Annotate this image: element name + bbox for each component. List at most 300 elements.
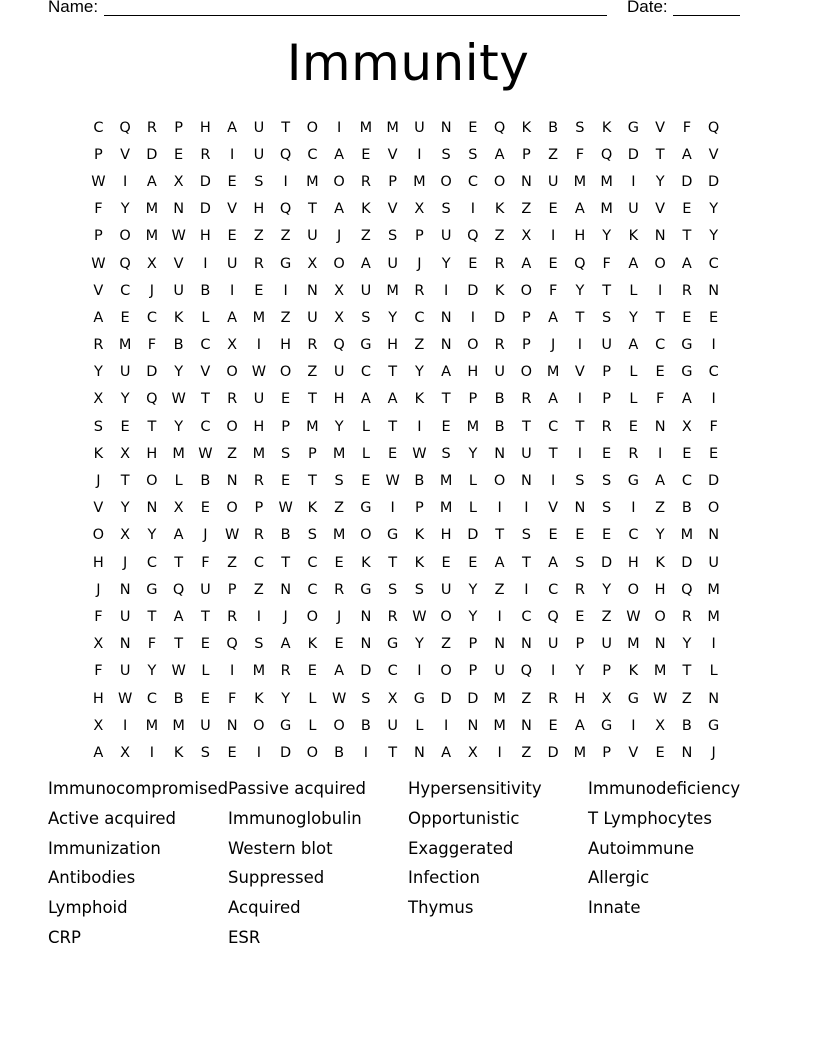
- grid-letter: R: [574, 581, 585, 598]
- grid-letter: U: [200, 581, 211, 598]
- grid-row: [85, 332, 727, 359]
- grid-letter: F: [94, 201, 103, 218]
- grid-letter: M: [627, 636, 640, 653]
- grid-letter: I: [550, 473, 556, 490]
- grid-letter: W: [331, 690, 347, 707]
- grid-letter: U: [119, 364, 131, 381]
- grid-row: [85, 141, 727, 168]
- grid-letter: X: [601, 690, 612, 707]
- grid-letter: R: [360, 173, 371, 190]
- word-bank-item: Immunodeficiency: [588, 779, 741, 798]
- grid-letter: U: [253, 391, 265, 408]
- grid-letter: A: [655, 473, 666, 490]
- grid-letter: I: [657, 282, 663, 299]
- grid-letter: T: [521, 554, 531, 571]
- grid-letter: A: [173, 608, 184, 625]
- grid-letter: Z: [334, 500, 345, 517]
- grid-letter: Z: [494, 228, 505, 245]
- grid-letter: P: [415, 228, 424, 245]
- grid-letter: D: [708, 473, 720, 490]
- grid-letter: E: [281, 473, 291, 490]
- grid-letter: A: [548, 554, 559, 571]
- grid-letter: I: [417, 663, 422, 680]
- grid-letter: U: [307, 309, 318, 326]
- grid-letter: V: [387, 146, 398, 163]
- grid-letter: U: [253, 119, 265, 136]
- grid-letter: P: [602, 744, 611, 761]
- grid-letter: M: [493, 717, 506, 734]
- grid-letter: U: [253, 146, 265, 163]
- grid-letter: S: [602, 473, 612, 490]
- grid-letter: S: [200, 744, 210, 761]
- grid-letter: C: [360, 364, 371, 381]
- grid-letter: K: [361, 554, 371, 571]
- grid-letter: K: [307, 636, 318, 653]
- grid-letter: Z: [360, 228, 371, 245]
- grid-letter: Y: [468, 445, 478, 462]
- grid-letter: K: [173, 744, 184, 761]
- grid-letter: E: [361, 146, 371, 163]
- grid-letter: U: [601, 337, 612, 354]
- grid-letter: X: [173, 500, 184, 517]
- grid-letter: I: [256, 337, 262, 354]
- grid-letter: F: [682, 119, 692, 136]
- grid-row: [85, 359, 727, 386]
- grid-letter: K: [361, 201, 371, 218]
- grid-letter: H: [467, 364, 479, 381]
- grid-letter: C: [307, 146, 318, 163]
- grid-letter: S: [441, 201, 451, 218]
- grid-letter: I: [229, 663, 235, 680]
- grid-letter: W: [91, 255, 106, 272]
- grid-letter: Y: [441, 255, 451, 272]
- grid-letter: M: [332, 527, 346, 544]
- word-bank-item: Thymus: [408, 898, 474, 918]
- grid-letter: U: [414, 119, 425, 136]
- grid-letter: R: [280, 663, 291, 680]
- grid-letter: F: [548, 282, 558, 299]
- grid-letter: L: [629, 391, 638, 408]
- grid-letter: D: [467, 282, 479, 299]
- grid-letter: P: [94, 146, 103, 163]
- grid-letter: N: [654, 228, 666, 245]
- grid-letter: T: [602, 282, 612, 299]
- grid-letter: S: [361, 690, 371, 707]
- grid-letter: I: [657, 445, 663, 462]
- grid-letter: Y: [120, 391, 130, 408]
- grid-letter: E: [548, 201, 558, 218]
- grid-row: [85, 467, 727, 494]
- grid-letter: A: [227, 119, 238, 136]
- grid-letter: C: [628, 527, 639, 544]
- grid-letter: H: [92, 554, 104, 571]
- grid-letter: P: [575, 636, 585, 653]
- grid-letter: G: [280, 717, 292, 734]
- grid-letter: K: [494, 201, 505, 218]
- grid-letter: I: [443, 717, 449, 734]
- grid-letter: O: [146, 473, 158, 490]
- grid-letter: C: [708, 364, 719, 381]
- grid-letter: F: [201, 554, 210, 571]
- grid-letter: E: [682, 445, 692, 462]
- grid-letter: I: [417, 418, 422, 435]
- grid-letter: J: [149, 282, 155, 299]
- grid-letter: K: [307, 500, 318, 517]
- grid-letter: I: [336, 119, 342, 136]
- grid-letter: W: [412, 608, 427, 625]
- grid-letter: C: [307, 554, 318, 571]
- grid-letter: O: [493, 473, 506, 490]
- grid-letter: R: [414, 282, 425, 299]
- grid-letter: J: [417, 255, 422, 272]
- grid-letter: R: [387, 608, 398, 625]
- grid-letter: I: [122, 717, 128, 734]
- grid-letter: M: [439, 473, 453, 490]
- grid-letter: I: [283, 173, 288, 190]
- grid-letter: U: [387, 255, 398, 272]
- grid-letter: B: [334, 744, 345, 761]
- grid-letter: U: [387, 717, 398, 734]
- grid-letter: D: [467, 527, 479, 544]
- grid-letter: U: [440, 581, 452, 598]
- grid-letter: C: [120, 282, 131, 299]
- grid-letter: M: [306, 418, 319, 435]
- grid-letter: L: [415, 717, 424, 734]
- grid-letter: M: [573, 173, 587, 190]
- grid-letter: O: [279, 364, 292, 381]
- grid-row: [85, 114, 727, 141]
- grid-letter: N: [280, 581, 292, 598]
- grid-letter: X: [227, 337, 238, 354]
- grid-letter: E: [602, 445, 612, 462]
- grid-letter: K: [414, 554, 425, 571]
- grid-letter: I: [550, 663, 556, 680]
- grid-letter: E: [361, 473, 371, 490]
- word-bank-item: Infection: [408, 868, 480, 888]
- grid-row: [85, 712, 727, 739]
- grid-row: [85, 413, 727, 440]
- grid-row: [85, 522, 727, 549]
- grid-letter: U: [173, 282, 184, 299]
- grid-letter: A: [173, 527, 184, 544]
- grid-letter: B: [200, 473, 211, 490]
- grid-letter: Z: [548, 146, 559, 163]
- grid-letter: T: [655, 309, 665, 326]
- grid-letter: I: [256, 744, 262, 761]
- word-bank-item: Allergic: [588, 868, 650, 888]
- grid-letter: A: [441, 744, 452, 761]
- grid-letter: A: [360, 391, 371, 408]
- grid-letter: U: [494, 364, 505, 381]
- grid-letter: X: [93, 636, 104, 653]
- grid-letter: I: [497, 608, 502, 625]
- grid-letter: V: [93, 282, 104, 299]
- grid-letter: A: [93, 309, 104, 326]
- grid-letter: V: [655, 201, 666, 218]
- grid-letter: O: [627, 581, 640, 598]
- grid-letter: V: [173, 255, 184, 272]
- grid-letter: S: [361, 309, 371, 326]
- grid-letter: N: [173, 201, 185, 218]
- grid-letter: L: [361, 445, 370, 462]
- grid-letter: I: [711, 391, 716, 408]
- grid-letter: L: [308, 717, 317, 734]
- grid-letter: H: [387, 337, 399, 354]
- word-bank-item: Western blot: [228, 838, 333, 858]
- grid-letter: N: [467, 717, 479, 734]
- grid-letter: I: [470, 201, 476, 218]
- grid-letter: M: [252, 663, 266, 680]
- word-bank-item: Passive acquired: [228, 779, 367, 798]
- grid-letter: Z: [280, 228, 291, 245]
- grid-letter: Q: [333, 337, 345, 354]
- grid-letter: A: [334, 201, 345, 218]
- grid-letter: Y: [468, 581, 478, 598]
- grid-letter: S: [521, 527, 531, 544]
- grid-letter: I: [524, 500, 529, 517]
- grid-letter: N: [494, 636, 506, 653]
- grid-letter: Z: [601, 608, 612, 625]
- grid-letter: E: [441, 418, 451, 435]
- grid-letter: Q: [119, 119, 131, 136]
- grid-letter: T: [388, 364, 398, 381]
- grid-letter: N: [360, 636, 372, 653]
- grid-letter: T: [174, 636, 184, 653]
- grid-letter: I: [417, 146, 422, 163]
- grid-letter: T: [307, 473, 317, 490]
- grid-letter: Y: [468, 608, 478, 625]
- grid-letter: H: [146, 445, 158, 462]
- grid-letter: Q: [600, 146, 613, 163]
- grid-letter: Z: [521, 201, 532, 218]
- word-bank-item: Innate: [588, 898, 641, 918]
- grid-letter: G: [601, 717, 613, 734]
- grid-letter: R: [628, 445, 639, 462]
- grid-row: [85, 576, 727, 603]
- grid-letter: R: [200, 146, 211, 163]
- grid-letter: R: [548, 690, 559, 707]
- grid-letter: Z: [521, 744, 532, 761]
- grid-letter: N: [440, 309, 452, 326]
- grid-letter: A: [146, 173, 157, 190]
- grid-letter: I: [256, 608, 262, 625]
- header: [48, 0, 748, 19]
- word-bank-item: Immunocompromised: [48, 779, 229, 798]
- grid-letter: J: [550, 337, 556, 354]
- grid-letter: I: [443, 282, 449, 299]
- grid-letter: Z: [280, 309, 291, 326]
- grid-letter: D: [467, 690, 479, 707]
- grid-letter: L: [308, 690, 317, 707]
- grid-letter: S: [602, 309, 612, 326]
- grid-letter: G: [627, 690, 639, 707]
- grid-letter: T: [575, 418, 585, 435]
- grid-letter: B: [494, 391, 505, 408]
- grid-letter: U: [440, 228, 452, 245]
- grid-letter: U: [226, 255, 238, 272]
- grid-letter: M: [145, 228, 159, 245]
- grid-letter: E: [120, 418, 130, 435]
- grid-letter: A: [360, 255, 371, 272]
- grid-letter: D: [627, 146, 639, 163]
- grid-letter: T: [120, 473, 130, 490]
- grid-letter: R: [494, 255, 505, 272]
- grid-letter: T: [388, 418, 398, 435]
- grid-letter: G: [627, 473, 639, 490]
- grid-letter: Y: [414, 636, 424, 653]
- grid-letter: Y: [414, 364, 424, 381]
- grid-letter: B: [681, 500, 692, 517]
- grid-letter: X: [93, 717, 104, 734]
- grid-letter: N: [440, 119, 452, 136]
- grid-letter: T: [147, 418, 157, 435]
- grid-letter: N: [708, 282, 720, 299]
- grid-letter: Q: [467, 228, 479, 245]
- grid-letter: C: [655, 337, 666, 354]
- grid-letter: Z: [227, 554, 238, 571]
- grid-letter: I: [524, 581, 529, 598]
- grid-letter: O: [333, 255, 345, 272]
- grid-letter: V: [93, 500, 104, 517]
- grid-letter: H: [253, 418, 265, 435]
- grid-letter: U: [708, 554, 719, 571]
- grid-letter: M: [573, 744, 587, 761]
- grid-letter: P: [468, 391, 478, 408]
- grid-letter: A: [93, 744, 104, 761]
- grid-letter: K: [628, 228, 639, 245]
- grid-row: [85, 631, 727, 658]
- grid-letter: N: [119, 581, 131, 598]
- grid-letter: W: [224, 527, 240, 544]
- grid-letter: M: [252, 445, 266, 462]
- grid-letter: U: [360, 282, 372, 299]
- grid-letter: A: [628, 337, 639, 354]
- grid-letter: Y: [334, 418, 344, 435]
- grid-letter: K: [414, 527, 425, 544]
- grid-letter: G: [681, 337, 693, 354]
- date-label: Date:: [627, 0, 668, 16]
- grid-letter: H: [280, 337, 292, 354]
- grid-letter: V: [227, 201, 238, 218]
- grid-letter: Q: [493, 119, 506, 136]
- grid-letter: Q: [574, 255, 586, 272]
- grid-letter: X: [307, 255, 318, 272]
- grid-letter: D: [601, 554, 613, 571]
- grid-letter: T: [174, 554, 184, 571]
- grid-row: [85, 168, 727, 195]
- grid-letter: G: [413, 690, 425, 707]
- grid-letter: E: [200, 636, 210, 653]
- grid-letter: A: [227, 309, 238, 326]
- word-bank-item: Immunization: [48, 838, 161, 858]
- name-line[interactable]: [104, 15, 607, 16]
- grid-letter: S: [334, 473, 344, 490]
- grid-letter: S: [441, 146, 451, 163]
- grid-letter: T: [281, 119, 291, 136]
- grid-letter: I: [631, 173, 636, 190]
- grid-letter: T: [682, 228, 692, 245]
- grid-row: [85, 495, 727, 522]
- grid-letter: S: [575, 554, 585, 571]
- grid-letter: N: [654, 636, 666, 653]
- grid-letter: C: [93, 119, 104, 136]
- grid-letter: P: [227, 581, 237, 598]
- grid-letter: E: [120, 309, 130, 326]
- grid-letter: N: [708, 527, 720, 544]
- grid-letter: L: [361, 418, 370, 435]
- grid-letter: O: [333, 717, 345, 734]
- grid-letter: M: [252, 309, 266, 326]
- grid-letter: S: [441, 445, 451, 462]
- grid-letter: V: [628, 744, 639, 761]
- grid-letter: M: [386, 119, 399, 136]
- grid-letter: Y: [388, 309, 398, 326]
- grid-letter: F: [575, 146, 585, 163]
- grid-letter: S: [575, 119, 585, 136]
- grid-letter: P: [94, 228, 103, 245]
- grid-row: [85, 386, 727, 413]
- grid-letter: E: [548, 527, 558, 544]
- grid-letter: T: [307, 201, 317, 218]
- grid-letter: B: [280, 527, 291, 544]
- grid-letter: W: [171, 663, 186, 680]
- grid-letter: K: [173, 309, 184, 326]
- grid-letter: P: [522, 337, 531, 354]
- grid-letter: T: [200, 608, 210, 625]
- grid-letter: E: [628, 418, 638, 435]
- grid-letter: C: [521, 608, 532, 625]
- grid-letter: D: [708, 173, 720, 190]
- grid-letter: C: [200, 418, 211, 435]
- grid-letter: Q: [226, 636, 238, 653]
- grid-letter: I: [122, 173, 128, 190]
- grid-letter: I: [229, 282, 235, 299]
- grid-letter: F: [147, 337, 157, 354]
- grid-letter: I: [149, 744, 155, 761]
- grid-letter: W: [171, 391, 186, 408]
- grid-letter: Q: [707, 119, 720, 136]
- grid-letter: D: [199, 201, 211, 218]
- grid-letter: L: [201, 663, 210, 680]
- grid-letter: E: [441, 554, 451, 571]
- grid-letter: N: [440, 337, 452, 354]
- grid-letter: W: [251, 364, 267, 381]
- grid-letter: A: [280, 636, 291, 653]
- grid-letter: O: [440, 663, 452, 680]
- grid-letter: X: [93, 391, 104, 408]
- grid-letter: H: [253, 201, 265, 218]
- grid-letter: E: [682, 201, 692, 218]
- name-label: Name:: [48, 0, 99, 16]
- grid-letter: M: [707, 581, 720, 598]
- grid-letter: W: [171, 228, 186, 245]
- grid-letter: V: [387, 201, 398, 218]
- grid-letter: C: [200, 337, 211, 354]
- grid-letter: E: [334, 636, 344, 653]
- grid-letter: L: [468, 473, 477, 490]
- grid-letter: P: [468, 636, 478, 653]
- grid-letter: E: [227, 173, 237, 190]
- grid-letter: U: [307, 228, 318, 245]
- date-line[interactable]: [673, 15, 740, 16]
- grid-letter: M: [359, 119, 373, 136]
- grid-letter: Q: [119, 255, 131, 272]
- grid-letter: N: [520, 636, 532, 653]
- grid-letter: O: [226, 364, 238, 381]
- grid-letter: T: [307, 391, 317, 408]
- word-bank-item: ESR: [228, 928, 261, 947]
- grid-letter: G: [387, 527, 399, 544]
